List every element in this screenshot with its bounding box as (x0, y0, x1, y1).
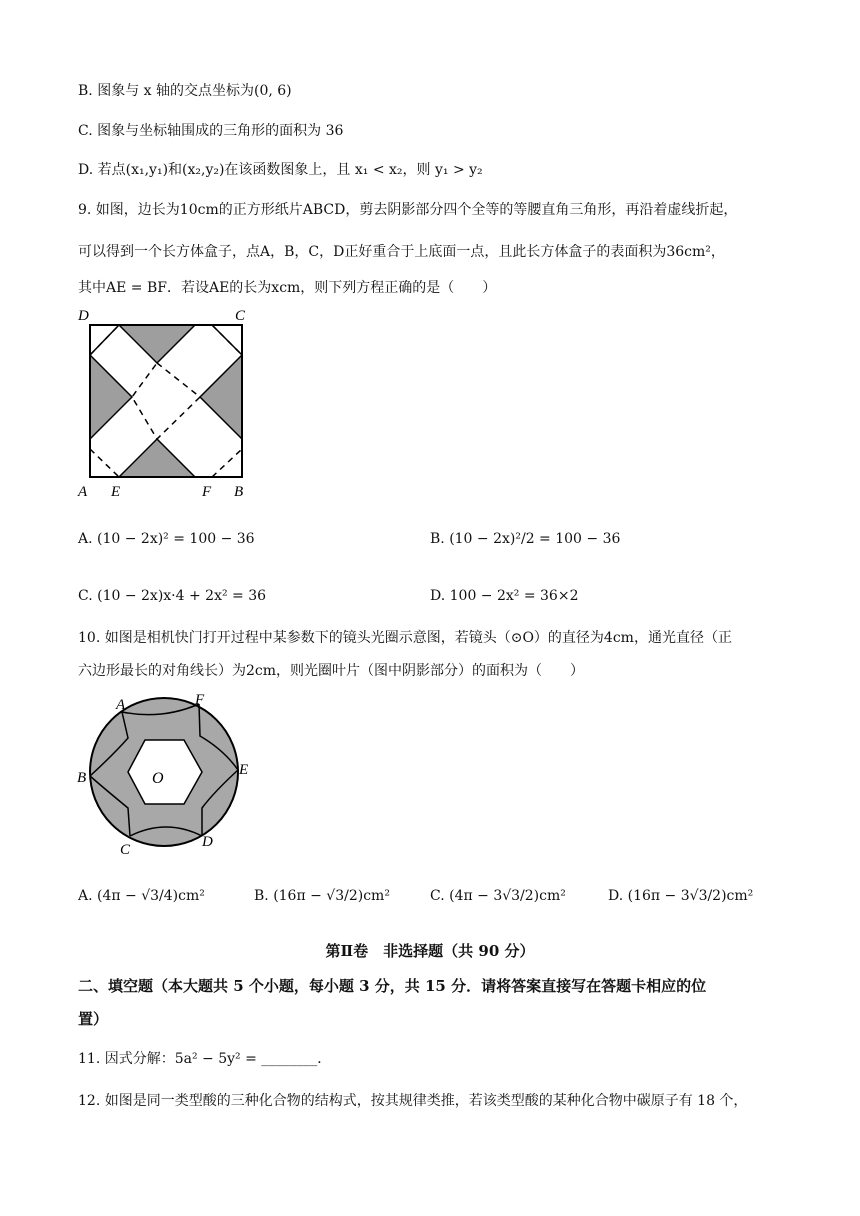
q10-option-c: C. (4π − 3√3/2)cm² (430, 888, 566, 904)
label-c: C (235, 308, 246, 324)
shaded-triangle-right (200, 355, 242, 439)
label-b: B (77, 770, 87, 786)
label-d: D (202, 834, 213, 850)
q8-option-d: D. 若点(x₁,y₁)和(x₂,y₂)在该函数图象上，且 x₁ < x₂，则 y₁ > y₂ (78, 162, 483, 178)
q10-option-a: A. (4π − √3/4)cm² (78, 888, 205, 904)
part2-title: 第Ⅱ卷 非选择题（共 90 分） (325, 942, 535, 960)
label-f: F (202, 484, 212, 500)
q9-option-b: B. (10 − 2x)²/2 = 100 − 36 (430, 531, 621, 547)
q8-option-b: B. 图象与 x 轴的交点坐标为(0, 6) (78, 83, 292, 99)
q9-text-line1: 9. 如图，边长为10cm的正方形纸片ABCD，剪去阴影部分四个全等的等腰直角三角形，再沿着虚线折起， (78, 202, 738, 218)
label-a: A (78, 484, 88, 500)
label-b: B (234, 484, 244, 500)
label-d: D (78, 308, 89, 324)
label-f: F (195, 692, 205, 708)
label-e: E (111, 484, 121, 500)
q9-option-d: D. 100 − 2x² = 36×2 (430, 588, 579, 604)
q10-text-line2: 六边形最长的对角线长）为2cm，则光圈叶片（图中阴影部分）的面积为（ ） (78, 663, 585, 679)
shaded-triangle-top (119, 325, 195, 363)
q12-text: 12. 如图是同一类型酸的三种化合物的结构式，按其规律类推，若该类型酸的某种化合物中碳原子有 18 个， (78, 1093, 748, 1109)
label-a: A (116, 697, 126, 713)
q10-option-b: B. (16π − √3/2)cm² (254, 888, 390, 904)
q9-text-line3: 其中AE = BF．若设AE的长为xcm，则下列方程正确的是（ ） (78, 280, 497, 296)
section2-heading-line1: 二、填空题（本大题共 5 个小题，每小题 3 分，共 15 分．请将答案直接写在答题卡相应的位 (78, 977, 707, 995)
q10-text-line1: 10. 如图是相机快门打开过程中某参数下的镜头光圈示意图，若镜头（⊙O）的直径为4cm，通光直径（正 (78, 630, 732, 646)
label-o: O (152, 770, 164, 787)
q11-text: 11. 因式分解：5a² − 5y² = ________． (78, 1051, 332, 1067)
shaded-triangle-bottom (119, 439, 195, 477)
q10-option-d: D. (16π − 3√3/2)cm² (608, 888, 754, 904)
q9-option-a: A. (10 − 2x)² = 100 − 36 (78, 531, 255, 547)
q9-text-line2: 可以得到一个长方体盒子，点A，B，C，D正好重合于上底面一点，且此长方体盒子的表面积为36cm²， (78, 244, 725, 260)
q9-square-figure (74, 303, 264, 503)
label-c: C (120, 842, 131, 858)
shaded-triangle-left (90, 355, 132, 439)
q10-aperture-figure (74, 690, 264, 860)
label-e: E (239, 762, 249, 778)
q8-option-c: C. 图象与坐标轴围成的三角形的面积为 36 (78, 123, 344, 139)
section2-heading-line2: 置） (78, 1010, 109, 1028)
q9-option-c: C. (10 − 2x)x·4 + 2x² = 36 (78, 588, 267, 604)
